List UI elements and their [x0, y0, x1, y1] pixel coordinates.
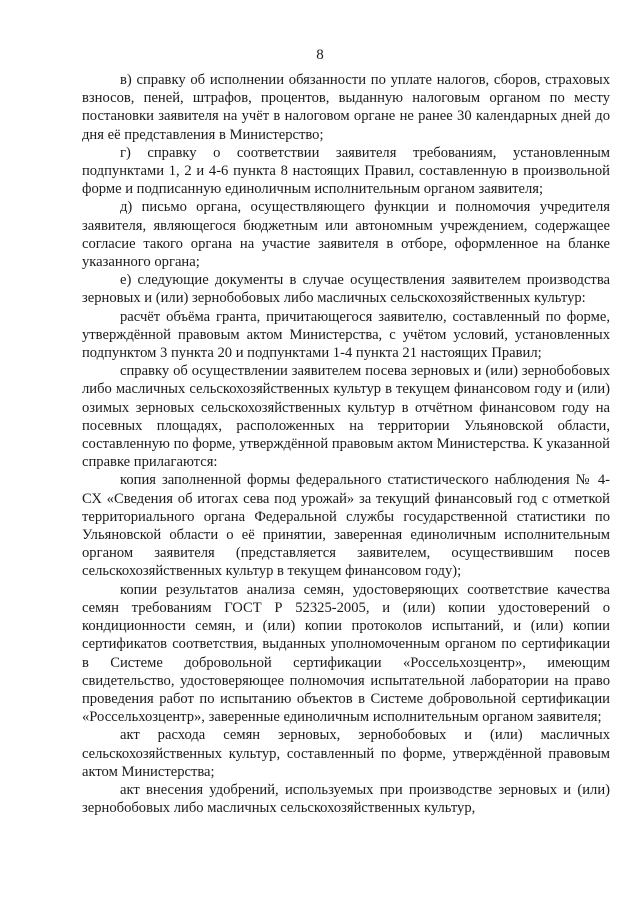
- paragraph-founder-letter: д) письмо органа, осуществляющего функции и полномочия учредителя заявителя, являющегося бюджетным или автономным учреждением, содержащее согласие такого органа на участие заявителя в отборе, оформленное на бланке указанного органа;: [82, 199, 610, 271]
- page-number: 8: [316, 47, 324, 63]
- paragraph-production-documents: е) следующие документы в случае осуществления заявителем производства зерновых и (или) зернобобовых либо масличных сельскохозяйственных культур:: [82, 272, 610, 307]
- paragraph-compliance-certificate: г) справку о соответствии заявителя требованиям, установленным подпунктами 1, 2 и 4-6 пункта 8 настоящих Правил, составленную в произвольной форме и подписанную единоличным исполнительным органом заявителя;: [82, 144, 610, 198]
- paragraph-seed-analysis-copies: копии результатов анализа семян, удостоверяющих соответствие качества семян требованиям ГОСТ Р 52325-2005, и (или) копии удостоверений о кондиционности семян, и (или) копии протоколов испытаний, и (или) копии сертификатов соответствия, выданных уполномоченным органом по сертификации в Системе добровольной сертификации «Россельхозцентр», имеющим свидетельство, удостоверяющее полномочия испытательной лаборатории на право проведения работ по испытанию объектов в Системе добровольной сертификации «Россельхозцентр», заверенные единоличным исполнительным органом заявителя;: [82, 581, 610, 726]
- paragraph-grant-calculation: расчёт объёма гранта, причитающегося заявителю, составленный по форме, утверждённой правовым актом Министерства, с учётом условий, установленных подпунктом 3 пункта 20 и подпунктами 1-4 пункта 21 настоящих Правил;: [82, 308, 610, 362]
- paragraph-statistics-form-copy: копия заполненной формы федерального статистического наблюдения № 4-СХ «Сведения об итогах сева под урожай» за текущий финансовый год с отметкой территориального органа Федеральной службы государственной статистики по Ульяновской области о её принятии, заверенная единоличным исполнительным органом заявителя (представляется заявителем, осуществившим посев сельскохозяйственных культур в текущем финансовом году);: [82, 472, 610, 580]
- document-body: [82, 71, 610, 817]
- paragraph-seed-consumption-act: акт расхода семян зерновых, зернобобовых и (или) масличных сельскохозяйственных культур, составленный по форме, утверждённой правовым актом Министерства;: [82, 727, 610, 780]
- paragraph-sowing-certificate: справку об осуществлении заявителем посева зерновых и (или) зернобобовых либо масличных сельскохозяйственных культур в текущем финансовом году и (или) озимых зерновых сельскохозяйственных культур в отчётном финансовом году на посевных площадях, расположенных на территории Ульяновской области, составленную по форме, утверждённой правовым актом Министерства. К указанной справке прилагаются:: [82, 363, 610, 471]
- paragraph-fertilizer-act: акт внесения удобрений, используемых при производстве зерновых и (или) зернобобовых либо масличных сельскохозяйственных культур,: [82, 781, 610, 817]
- paragraph-tax-certificate: в) справку об исполнении обязанности по уплате налогов, сборов, страховых взносов, пеней, штрафов, процентов, выданную налоговым органом по месту постановки заявителя на учёт в налоговом органе не ранее 30 календарных дней до дня её представления в Министерство;: [82, 72, 610, 143]
